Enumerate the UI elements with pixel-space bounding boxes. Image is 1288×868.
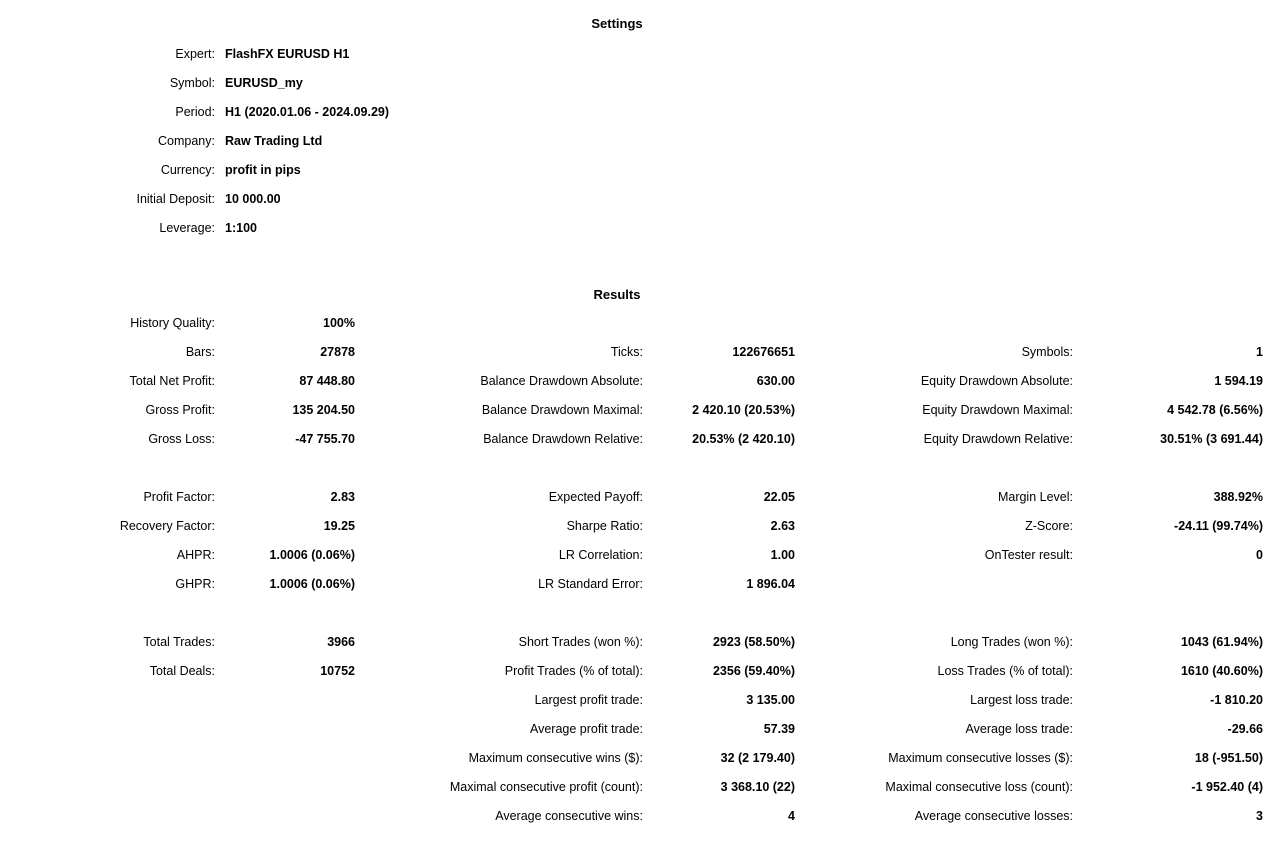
settings-row (0, 40, 1288, 69)
result-label: Average consecutive losses: (914, 809, 1073, 823)
result-value: 1043 (61.94%) (1180, 635, 1263, 649)
setting-label: Expert: (175, 47, 215, 61)
result-label: LR Standard Error: (538, 577, 643, 591)
result-label: Equity Drawdown Relative: (923, 432, 1073, 446)
result-label: Profit Factor: (143, 490, 215, 504)
result-value: 1.0006 (0.06%) (269, 577, 355, 591)
result-value: 630.00 (756, 374, 795, 388)
result-label: Maximum consecutive wins ($): (468, 751, 643, 765)
result-label (0, 773, 215, 802)
setting-label: Period: (175, 105, 215, 119)
settings-section-title: Settings (591, 16, 643, 31)
result-label: Maximal consecutive profit (count): (449, 780, 643, 794)
result-value: 122676651 (732, 345, 795, 359)
result-label: Recovery Factor: (119, 519, 215, 533)
result-label: Equity Drawdown Absolute: (920, 374, 1073, 388)
result-value: 2.63 (770, 519, 795, 533)
result-value: 32 (2 179.40) (720, 751, 795, 765)
settings-row (0, 156, 1288, 185)
result-label: Bars: (185, 345, 215, 359)
result-value: 2923 (58.50%) (712, 635, 795, 649)
result-label (0, 686, 215, 715)
setting-label: Company: (158, 134, 215, 148)
result-value: 1610 (40.60%) (1180, 664, 1263, 678)
result-value: 3 (1256, 809, 1263, 823)
result-label: Z-Score: (1025, 519, 1073, 533)
result-value: 1.0006 (0.06%) (269, 548, 355, 562)
result-label: Total Trades: (143, 635, 215, 649)
result-value: 3 368.10 (22) (720, 780, 795, 794)
result-label: Ticks: (610, 345, 643, 359)
result-value (215, 744, 355, 773)
result-value: -24.11 (99.74%) (1174, 519, 1263, 533)
results-section (0, 309, 1288, 831)
result-label: Margin Level: (997, 490, 1073, 504)
setting-value: 1:100 (225, 221, 257, 235)
result-value: 4 (788, 809, 795, 823)
result-label: AHPR: (176, 548, 215, 562)
results-section-title: Results (593, 287, 641, 302)
result-label: Symbols: (1021, 345, 1073, 359)
result-value (215, 773, 355, 802)
settings-row (0, 69, 1288, 98)
result-label: Profit Trades (% of total): (504, 664, 643, 678)
results-block (0, 309, 1288, 454)
result-label: Largest profit trade: (534, 693, 643, 707)
result-value: 87 448.80 (299, 374, 355, 388)
result-label: Loss Trades (% of total): (937, 664, 1073, 678)
results-block (0, 483, 1288, 599)
result-value: 22.05 (763, 490, 795, 504)
result-value: -47 755.70 (295, 432, 355, 446)
result-value: 2.83 (330, 490, 355, 504)
result-label: Maximal consecutive loss (count): (885, 780, 1073, 794)
result-label: Short Trades (won %): (518, 635, 643, 649)
settings-row (0, 214, 1288, 243)
result-value: 1 896.04 (746, 577, 795, 591)
results-block (0, 628, 1288, 831)
setting-value: H1 (2020.01.06 - 2024.09.29) (225, 105, 390, 119)
result-value: 30.51% (3 691.44) (1160, 432, 1263, 446)
result-value: 27878 (320, 345, 355, 359)
result-value: 18 (-951.50) (1194, 751, 1263, 765)
result-label: Expected Payoff: (548, 490, 643, 504)
result-label (0, 715, 215, 744)
result-label: Maximum consecutive losses ($): (888, 751, 1073, 765)
result-value: 388.92% (1213, 490, 1263, 504)
result-value (643, 309, 795, 338)
setting-label: Initial Deposit: (136, 192, 215, 206)
setting-value: profit in pips (225, 163, 301, 177)
result-label: History Quality: (130, 316, 215, 330)
result-value: 2356 (59.40%) (712, 664, 795, 678)
setting-label: Currency: (160, 163, 215, 177)
result-value: 100% (323, 316, 355, 330)
setting-value: Raw Trading Ltd (225, 134, 323, 148)
result-value: 4 542.78 (6.56%) (1167, 403, 1263, 417)
setting-label: Symbol: (169, 76, 215, 90)
result-value: 135 204.50 (292, 403, 355, 417)
result-value (215, 715, 355, 744)
result-label (0, 744, 215, 773)
result-label: Long Trades (won %): (950, 635, 1073, 649)
result-value: 19.25 (323, 519, 355, 533)
result-label: Average loss trade: (965, 722, 1073, 736)
result-label (795, 309, 1073, 338)
result-value: 10752 (320, 664, 355, 678)
result-label: Sharpe Ratio: (566, 519, 643, 533)
result-label: Balance Drawdown Maximal: (481, 403, 643, 417)
result-label: Balance Drawdown Absolute: (480, 374, 643, 388)
result-label (355, 309, 643, 338)
result-label: GHPR: (175, 577, 215, 591)
result-label (795, 570, 1073, 599)
result-value: -1 810.20 (1210, 693, 1263, 707)
result-label: Gross Loss: (148, 432, 215, 446)
result-value (215, 802, 355, 831)
result-label: Balance Drawdown Relative: (483, 432, 643, 446)
result-value: -29.66 (1227, 722, 1263, 736)
result-label: OnTester result: (984, 548, 1073, 562)
result-value: 20.53% (2 420.10) (692, 432, 795, 446)
result-value: 1.00 (770, 548, 795, 562)
setting-label: Leverage: (159, 221, 215, 235)
result-value (1073, 570, 1263, 599)
result-value: 0 (1256, 548, 1263, 562)
setting-value: FlashFX EURUSD H1 (225, 47, 350, 61)
result-value: 3966 (327, 635, 355, 649)
result-label: Gross Profit: (145, 403, 215, 417)
result-value: -1 952.40 (4) (1191, 780, 1263, 794)
result-value: 2 420.10 (20.53%) (692, 403, 795, 417)
settings-row (0, 127, 1288, 156)
settings-row (0, 98, 1288, 127)
result-label (0, 802, 215, 831)
result-value: 1 594.19 (1214, 374, 1263, 388)
result-value: 1 (1256, 345, 1263, 359)
result-label: Largest loss trade: (970, 693, 1073, 707)
result-label: Equity Drawdown Maximal: (922, 403, 1073, 417)
setting-value: 10 000.00 (225, 192, 281, 206)
settings-section (0, 40, 1288, 243)
settings-row (0, 185, 1288, 214)
result-value (1073, 309, 1263, 338)
result-value: 57.39 (763, 722, 795, 736)
result-label: Average consecutive wins: (495, 809, 643, 823)
result-value (215, 686, 355, 715)
result-label: LR Correlation: (558, 548, 643, 562)
result-value: 3 135.00 (746, 693, 795, 707)
setting-value: EURUSD_my (225, 76, 303, 90)
result-label: Average profit trade: (529, 722, 643, 736)
result-label: Total Deals: (149, 664, 215, 678)
result-label: Total Net Profit: (129, 374, 215, 388)
